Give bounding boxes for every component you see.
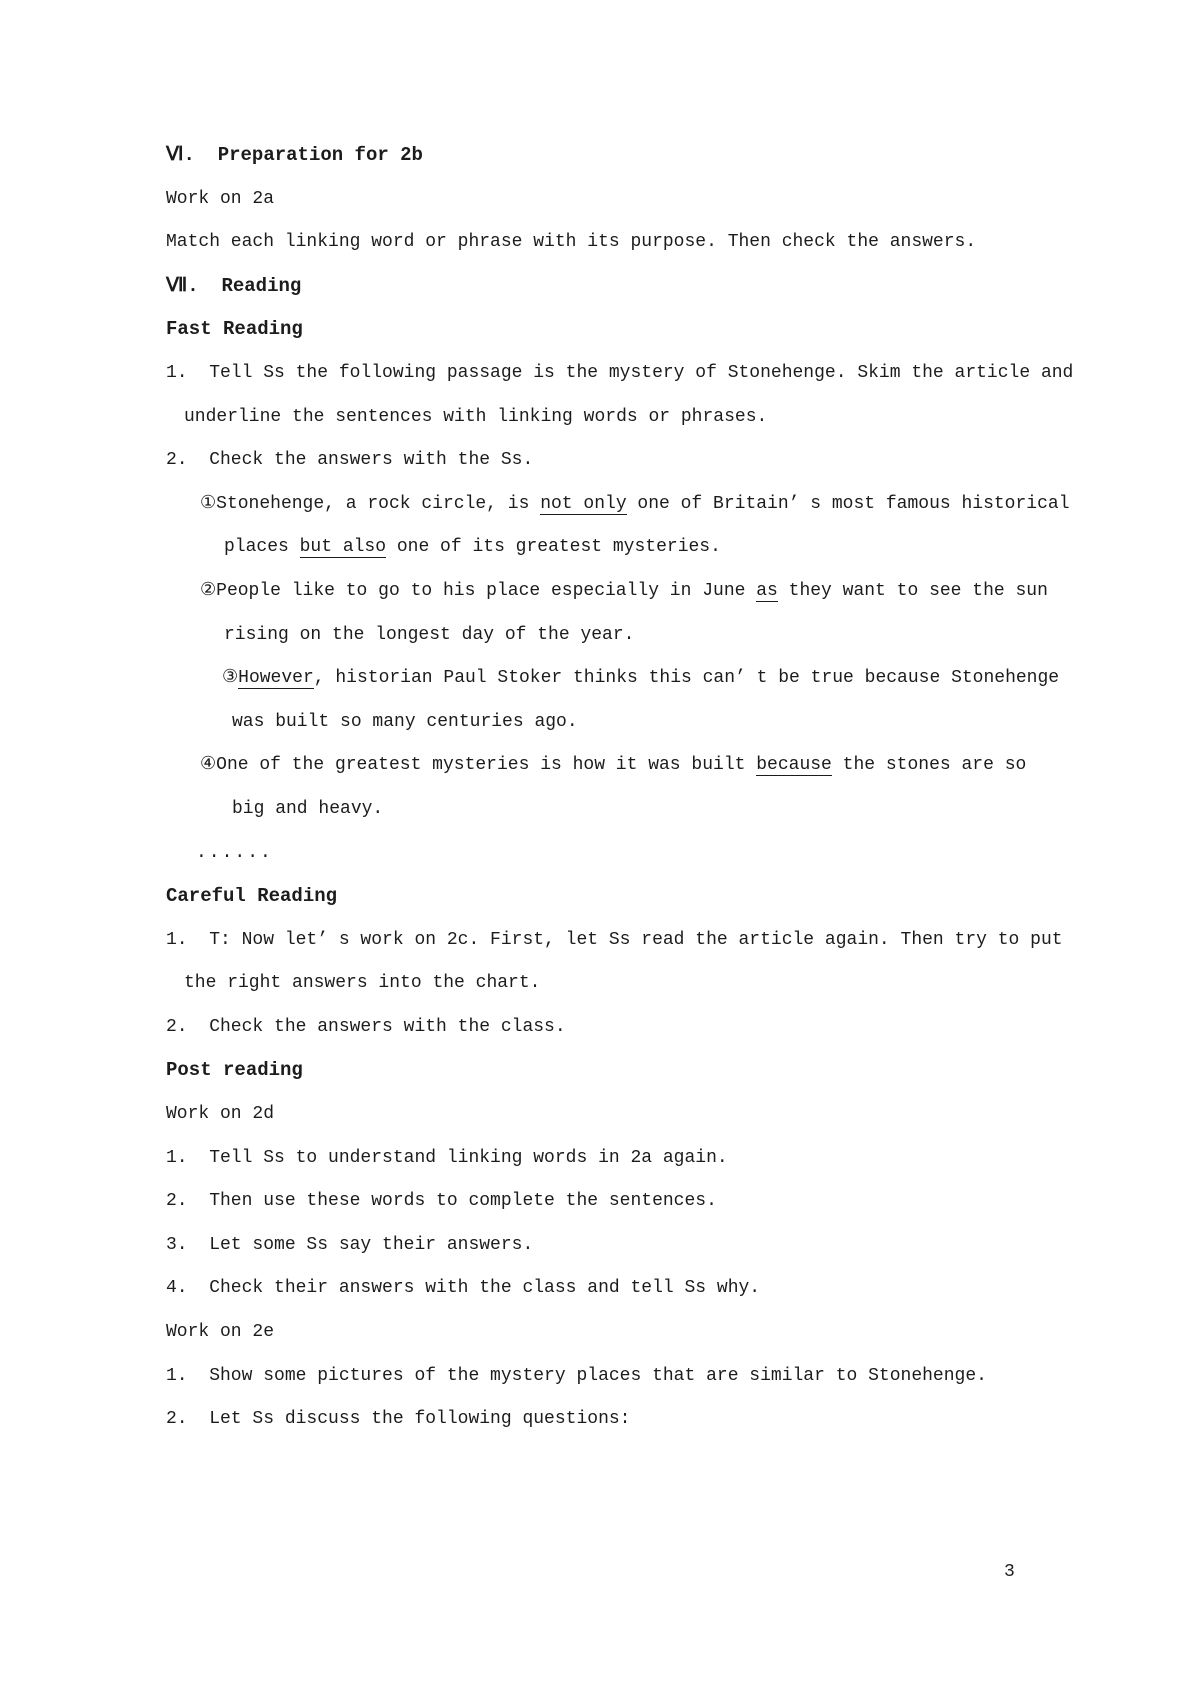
doc-line bbox=[166, 483, 1070, 527]
section-heading bbox=[166, 134, 1066, 178]
text-run: Ⅶ. Reading bbox=[166, 274, 302, 297]
underlined-text: but also bbox=[299, 537, 387, 558]
underlined-text: However bbox=[238, 668, 314, 689]
doc-line bbox=[166, 439, 1066, 483]
text-run: 1. Tell Ss to understand linking words in 2a again. bbox=[166, 1147, 728, 1168]
text-run: ...... bbox=[196, 842, 273, 863]
doc-line bbox=[166, 178, 1066, 222]
text-run: Match each linking word or phrase with its purpose. Then check the answers. bbox=[166, 232, 977, 253]
doc-line bbox=[166, 1355, 1066, 1399]
page-number: 3 bbox=[1004, 1562, 1015, 1582]
doc-line bbox=[166, 1311, 1066, 1355]
text-run: ②People like to go to his place especially in June bbox=[200, 580, 757, 601]
document-content bbox=[166, 134, 1074, 1442]
text-run: Work on 2a bbox=[166, 188, 275, 209]
text-run: 3. Let some Ss say their answers. bbox=[166, 1234, 534, 1255]
text-run: 1. T: Now let’ s work on 2c. First, let Ss read the article again. Then try to put bbox=[166, 929, 1063, 950]
doc-line bbox=[166, 352, 1074, 396]
text-run: they want to see the sun bbox=[777, 580, 1048, 601]
text-run: Careful Reading bbox=[166, 885, 338, 908]
doc-line bbox=[166, 570, 1066, 614]
text-run: , historian Paul Stoker thinks this can’ t be true because Stonehenge bbox=[313, 668, 1060, 689]
text-run: Post reading bbox=[166, 1059, 303, 1082]
text-run: one of its greatest mysteries. bbox=[386, 537, 721, 558]
section-heading bbox=[166, 875, 1066, 919]
text-run: 4. Check their answers with the class and tell Ss why. bbox=[166, 1278, 761, 1299]
doc-line bbox=[166, 1006, 1066, 1050]
section-heading bbox=[166, 265, 1066, 309]
text-run: one of Britain’ s most famous historical bbox=[626, 493, 1070, 514]
doc-line bbox=[166, 1267, 1066, 1311]
text-run: rising on the longest day of the year. bbox=[224, 624, 635, 645]
underlined-text: because bbox=[756, 755, 832, 776]
text-run: Ⅵ. Preparation for 2b bbox=[166, 144, 423, 166]
doc-line bbox=[166, 1093, 1066, 1137]
doc-line bbox=[166, 962, 1066, 1006]
section-heading bbox=[166, 1049, 1066, 1093]
text-run: the stones are so bbox=[831, 755, 1027, 776]
doc-line bbox=[166, 1180, 1066, 1224]
text-run: underline the sentences with linking words or phrases. bbox=[184, 406, 768, 427]
doc-line bbox=[166, 1224, 1066, 1268]
text-run: 2. Then use these words to complete the sentences. bbox=[166, 1191, 717, 1212]
doc-line bbox=[166, 788, 1066, 832]
text-run: 1. Tell Ss the following passage is the mystery of Stonehenge. Skim the article and bbox=[166, 362, 1074, 383]
text-run: 2. Check the answers with the Ss. bbox=[166, 450, 534, 471]
text-run: Work on 2e bbox=[166, 1322, 275, 1343]
text-run: 2. Let Ss discuss the following questions: bbox=[166, 1409, 631, 1430]
doc-line bbox=[166, 744, 1066, 788]
text-run: big and heavy. bbox=[232, 798, 384, 819]
text-run: 2. Check the answers with the class. bbox=[166, 1016, 566, 1037]
doc-line bbox=[166, 832, 1066, 876]
doc-line bbox=[166, 221, 1066, 265]
text-run: 1. Show some pictures of the mystery places that are similar to Stonehenge. bbox=[166, 1365, 987, 1386]
doc-line bbox=[166, 396, 1066, 440]
text-run: places bbox=[224, 537, 300, 558]
text-run: Work on 2d bbox=[166, 1104, 275, 1125]
text-run: the right answers into the chart. bbox=[184, 973, 541, 994]
text-run: was built so many centuries ago. bbox=[232, 711, 578, 732]
doc-line bbox=[166, 919, 1066, 963]
text-run: ③ bbox=[222, 668, 239, 689]
text-run: Fast Reading bbox=[166, 318, 303, 341]
doc-line bbox=[166, 1398, 1066, 1442]
underlined-text: as bbox=[756, 580, 778, 601]
section-heading bbox=[166, 308, 1066, 352]
doc-line bbox=[166, 526, 1066, 570]
text-run: ①Stonehenge, a rock circle, is bbox=[200, 493, 541, 514]
doc-line bbox=[166, 657, 1066, 701]
doc-line bbox=[166, 701, 1066, 745]
text-run: ④One of the greatest mysteries is how it was built bbox=[200, 755, 757, 776]
doc-line bbox=[166, 614, 1066, 658]
underlined-text: not only bbox=[540, 493, 627, 514]
doc-line bbox=[166, 1137, 1066, 1181]
